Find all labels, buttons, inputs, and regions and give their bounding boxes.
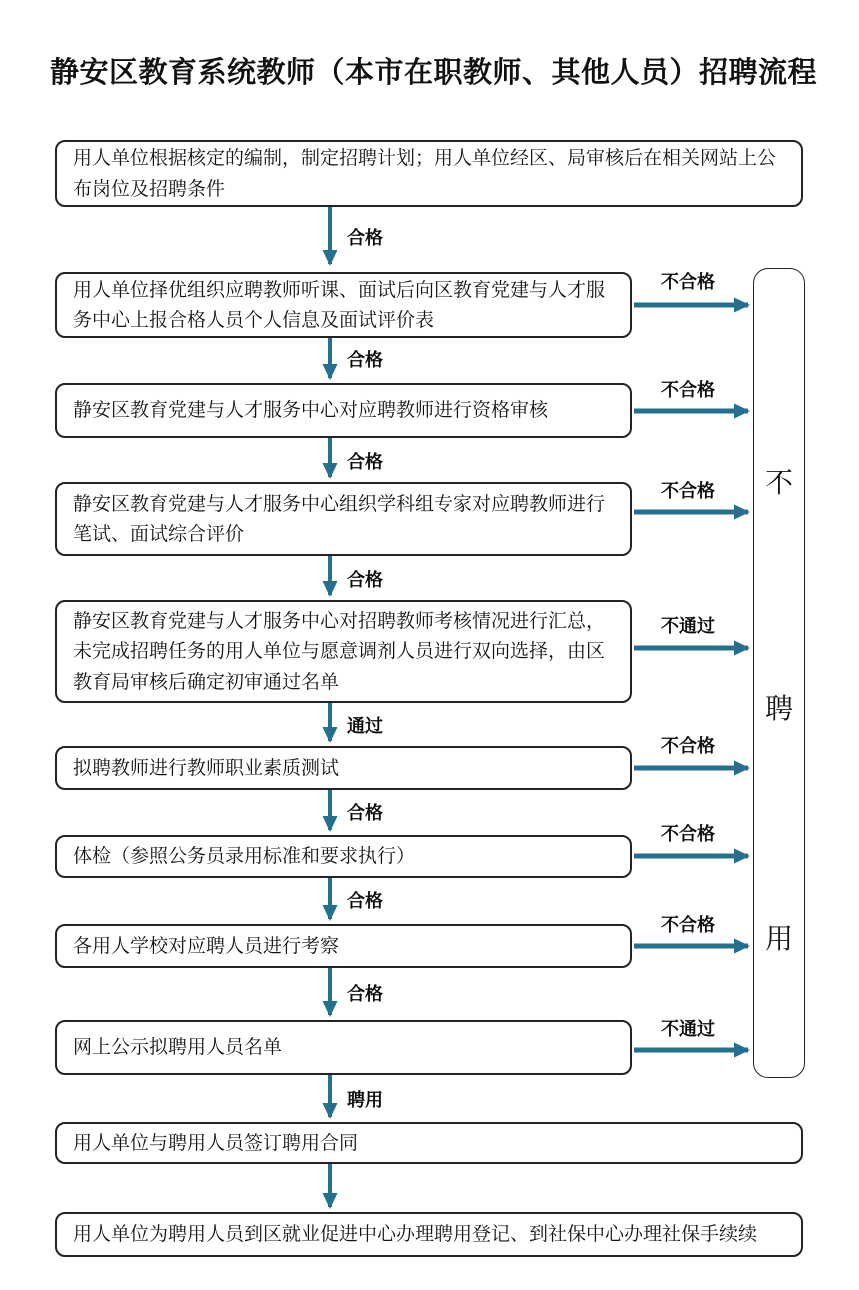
flow-step-box-11 <box>55 1212 803 1257</box>
arrow-label-side-5: 不通过 <box>661 616 715 636</box>
arrow-label-down-9: 聘用 <box>347 1090 383 1110</box>
flow-step-text: 体检（参照公务员录用标准和要求执行） <box>73 845 416 868</box>
flow-step-box-8 <box>55 924 632 968</box>
flow-step-text: 静安区教育党建与人才服务中心对应聘教师进行资格审核 <box>73 399 549 422</box>
arrow-label-side-2: 不合格 <box>661 272 715 292</box>
flow-step-box-2 <box>55 272 632 338</box>
flow-step-text: 用人单位为聘用人员到区就业促进中心办理聘用登记、到社保中心办理社保手续续 <box>73 1223 758 1246</box>
flow-step-text: 用人单位与聘用人员签订聘用合同 <box>73 1132 359 1154</box>
flow-step-text: 用人单位择优组织应聘教师听课、面试后向区教育党建与人才服务中心上报合格人员个人信息及面试评价表 <box>73 278 606 331</box>
reject-outcome-box <box>753 268 805 1078</box>
arrow-label-down-6: 合格 <box>347 803 383 823</box>
flow-step-text: 拟聘教师进行教师职业素质测试 <box>73 756 340 779</box>
flow-step-box-3 <box>55 383 632 438</box>
arrow-label-down-5: 通过 <box>347 716 383 736</box>
arrow-label-down-7: 合格 <box>347 891 383 911</box>
flow-step-text: 静安区教育党建与人才服务中心组织学科组专家对应聘教师进行笔试、面试综合评价 <box>73 492 606 545</box>
reject-char: 不 <box>764 466 793 499</box>
arrow-label-down-8: 合格 <box>347 984 383 1004</box>
arrow-label-down-3: 合格 <box>347 452 383 472</box>
arrow-label-down-2: 合格 <box>347 350 383 370</box>
flow-step-box-1 <box>55 140 803 207</box>
reject-char: 聘 <box>764 692 793 725</box>
flow-step-text: 各用人学校对应聘人员进行考察 <box>73 934 340 957</box>
flow-step-box-7 <box>55 835 632 878</box>
arrow-label-side-9: 不通过 <box>661 1019 715 1039</box>
flow-step-text: 网上公示拟聘用人员名单 <box>73 1036 283 1059</box>
arrow-label-side-4: 不合格 <box>661 481 715 501</box>
flow-step-box-9 <box>55 1020 632 1075</box>
arrow-label-side-7: 不合格 <box>661 824 715 844</box>
flow-step-text: 静安区教育党建与人才服务中心对招聘教师考核情况进行汇总，未完成招聘任务的用人单位与愿意调剂人员进行双向选择，由区教育局审核后确定初审通过名单 <box>73 610 606 693</box>
flow-step-text: 用人单位根据核定的编制，制定招聘计划；用人单位经区、局审核后在相关网站上公布岗位及招聘条件 <box>73 147 777 200</box>
flow-step-box-10 <box>55 1122 803 1164</box>
flow-step-box-5 <box>55 600 632 703</box>
flow-step-box-4 <box>55 482 632 556</box>
arrow-label-down-1: 合格 <box>347 228 383 248</box>
arrow-label-side-3: 不合格 <box>661 380 715 400</box>
arrow-label-side-8: 不合格 <box>661 915 715 935</box>
arrow-label-down-4: 合格 <box>347 570 383 590</box>
arrow-label-side-6: 不合格 <box>661 736 715 756</box>
page-title: 静安区教育系统教师（本市在职教师、其他人员）招聘流程 <box>50 57 818 89</box>
flow-step-box-6 <box>55 746 632 790</box>
reject-char: 用 <box>764 922 793 955</box>
